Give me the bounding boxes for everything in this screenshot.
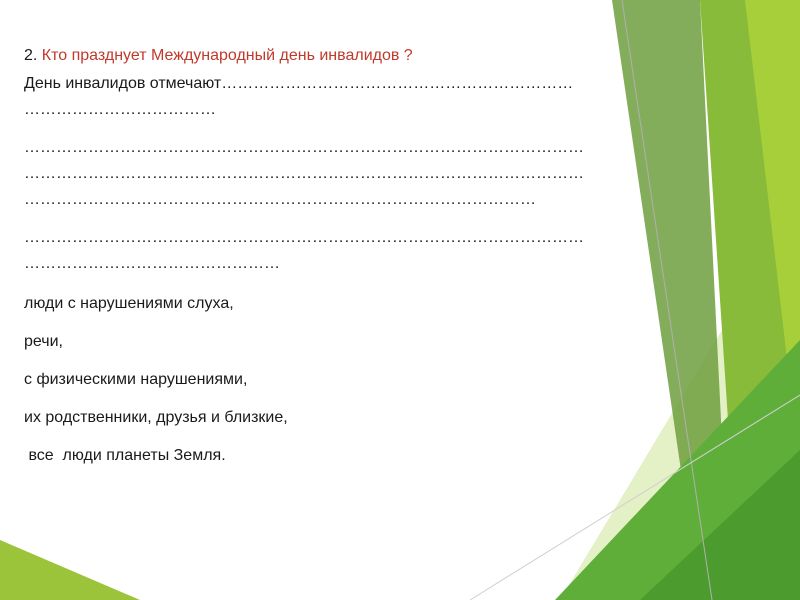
blank-line-1: ……………………………… [24,101,216,118]
question-text: Кто празднует Международный день инвалидов ? [41,47,413,64]
option-item-1: люди с нарушениями слуха, [24,295,234,312]
question-line [24,46,754,66]
option-item-2: речи, [24,333,63,350]
answer-line [24,74,754,94]
option-item-3: с физическими нарушениями, [24,371,248,388]
option-item-4: их родственники, друзья и близкие, [24,409,288,426]
blank-line-4: …………………………………………………………………………………… [24,191,536,208]
green-light-triangle [0,540,140,600]
answer-dots: ………………………………………………………… [221,75,574,92]
slide-content [24,46,754,484]
blank-line-3: …………………………………………………………………………………………… [24,165,584,182]
question-number: 2. [24,47,38,64]
option-item-5: все люди планеты Земля. [24,447,226,464]
blank-line-6: ………………………………………… [24,255,280,272]
blank-line-2: …………………………………………………………………………………………… [24,139,584,156]
answer-prefix: День инвалидов отмечают [24,75,222,92]
blank-line-5: …………………………………………………………………………………………… [24,229,584,246]
